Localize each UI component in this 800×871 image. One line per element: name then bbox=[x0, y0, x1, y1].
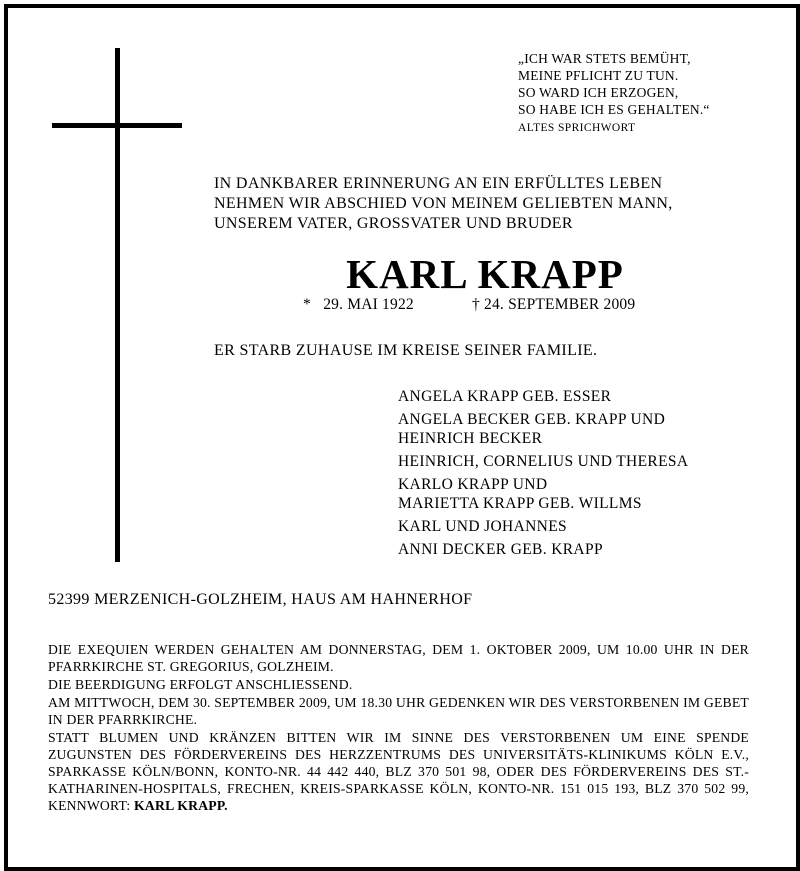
mourner-group bbox=[398, 387, 688, 406]
mourner-line: KARL UND JOHANNES bbox=[398, 518, 567, 535]
mourner-line: ANGELA KRAPP GEB. ESSER bbox=[398, 388, 612, 405]
mourner-line: ANGELA BECKER GEB. KRAPP UND bbox=[398, 411, 666, 428]
mourner-line: MARIETTA KRAPP GEB. WILLMS bbox=[398, 495, 642, 512]
mourner-group bbox=[398, 540, 688, 559]
quote-line: SO HABE ICH ES GEHALTEN.“ bbox=[518, 102, 710, 117]
mourner-line: HEINRICH BECKER bbox=[398, 430, 543, 447]
death-statement: ER STARB ZUHAUSE IM KREISE SEINER FAMILIE. bbox=[214, 342, 598, 359]
intro-line: NEHMEN WIR ABSCHIED VON MEINEM GELIEBTEN MANN, bbox=[214, 195, 673, 212]
quote-block bbox=[518, 50, 710, 137]
intro-line: UNSEREM VATER, GROSSVATER UND BRUDER bbox=[214, 215, 573, 232]
mourner-line: ANNI DECKER GEB. KRAPP bbox=[398, 541, 603, 558]
family-address: 52399 MERZENICH-GOLZHEIM, HAUS AM HAHNERHOF bbox=[48, 591, 473, 608]
cross-horizontal-bar bbox=[52, 123, 182, 128]
death-date bbox=[472, 296, 635, 314]
mourners-list bbox=[398, 387, 688, 563]
quote-line: „ICH WAR STETS BEMÜHT, bbox=[518, 51, 691, 66]
mourner-group bbox=[398, 410, 688, 448]
quote-source: ALTES SPRICHWORT bbox=[518, 122, 636, 134]
birth-date-value: 29. MAI 1922 bbox=[323, 296, 414, 313]
notices-block bbox=[48, 641, 749, 815]
mourner-line: HEINRICH, CORNELIUS UND THERESA bbox=[398, 453, 689, 470]
quote-line: MEINE PFLICHT ZU TUN. bbox=[518, 68, 679, 83]
burial-notice: DIE BEERDIGUNG ERFOLGT ANSCHLIESSEND. bbox=[48, 677, 353, 692]
deceased-name: KARL KRAPP bbox=[346, 251, 624, 297]
birth-date bbox=[303, 296, 414, 314]
donation-keyword: KARL KRAPP. bbox=[134, 798, 228, 813]
intro-text bbox=[214, 174, 673, 234]
death-dagger-icon: † bbox=[472, 296, 480, 313]
mourner-line: KARLO KRAPP UND bbox=[398, 476, 548, 493]
quote-line: SO WARD ICH ERZOGEN, bbox=[518, 85, 679, 100]
donation-text: STATT BLUMEN UND KRÄNZEN BITTEN WIR IM SINNE DES VERSTORBENEN UM EINE SPENDE ZUGUNSTEN DES FÖRDERVEREINS DES HERZZENTRUMS DES UNIVERSITÄTS-KLINIKUMS KÖLN E.V., SPARKASSE KÖLN/BONN, KONTO-NR. 44 442 440, BLZ 370 501 98, ODER DES FÖRDERVEREINS DES ST.-KATHARINEN-HOSPITALS, FRECHEN, KREIS-SPARKASSE KÖLN, KONTO-NR. 151 015 193, BLZ 370 502 99, KENNWORT: bbox=[48, 730, 749, 813]
memorial-notice: AM MITTWOCH, DEM 30. SEPTEMBER 2009, UM 18.30 UHR GEDENKEN WIR DES VERSTORBENEN IM GEBET IN DER PFARRKIRCHE. bbox=[48, 695, 749, 727]
donation-notice bbox=[48, 729, 749, 814]
birth-star-icon: * bbox=[303, 296, 311, 313]
mourner-group bbox=[398, 452, 688, 471]
mourner-group bbox=[398, 517, 688, 536]
death-date-value: 24. SEPTEMBER 2009 bbox=[484, 296, 636, 313]
intro-line: IN DANKBARER ERINNERUNG AN EIN ERFÜLLTES LEBEN bbox=[214, 175, 663, 192]
exequien-notice: DIE EXEQUIEN WERDEN GEHALTEN AM DONNERSTAG, DEM 1. OKTOBER 2009, UM 10.00 UHR IN DER PFARRKIRCHE ST. GREGORIUS, GOLZHEIM. bbox=[48, 642, 749, 674]
mourner-group bbox=[398, 475, 688, 513]
